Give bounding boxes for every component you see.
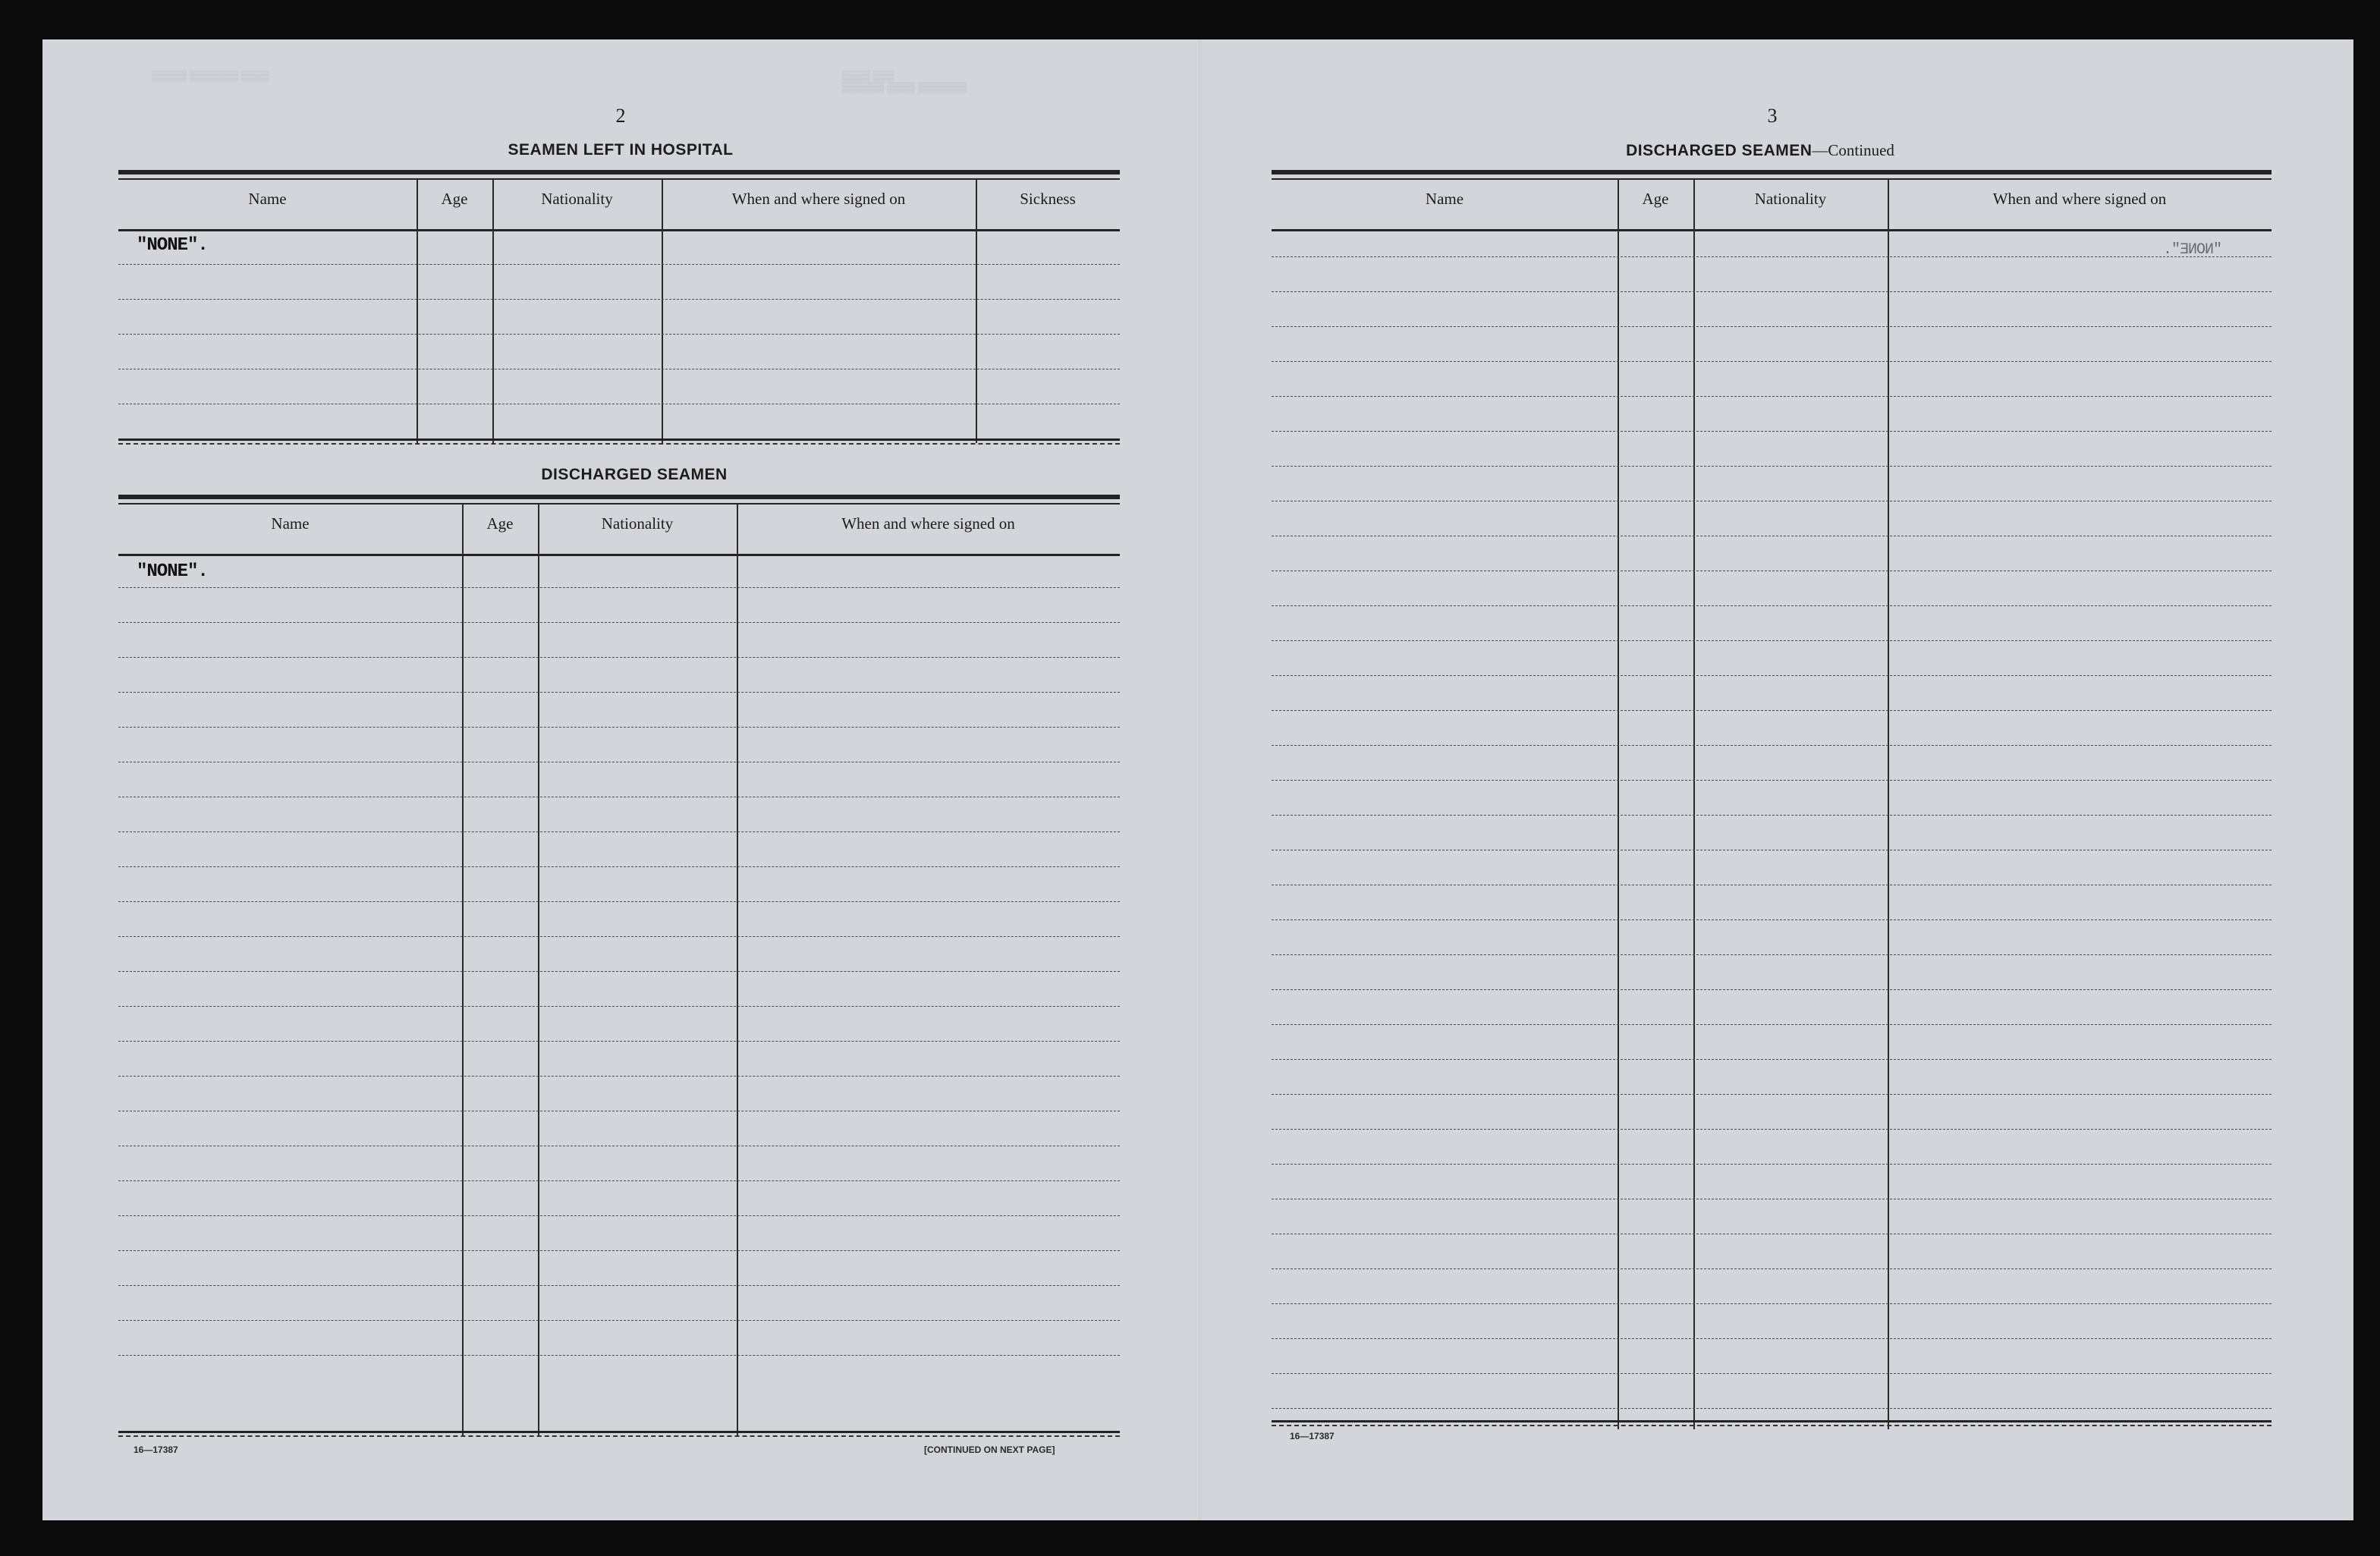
column-header-nationality: Nationality: [601, 514, 674, 533]
page-number: 3: [1767, 105, 1778, 127]
page-number: 2: [615, 105, 626, 127]
section-title-text: DISCHARGED SEAMEN: [1626, 142, 1813, 159]
column-header-name: Name: [248, 190, 287, 208]
discharged-table: [118, 495, 1120, 1435]
page-fold: [1199, 39, 1201, 1520]
discharged-continued-table: [1272, 170, 2272, 1429]
column-header-age: Age: [441, 190, 468, 208]
hospital-table: [118, 170, 1120, 443]
column-header-signed-on: When and where signed on: [1992, 190, 2167, 208]
column-header-age: Age: [486, 514, 514, 533]
column-header-age: Age: [1642, 190, 1669, 208]
hospital-entry-none: "NONE".: [137, 235, 208, 256]
column-header-sickness: Sickness: [1020, 190, 1076, 208]
continued-note: [CONTINUED ON NEXT PAGE]: [924, 1444, 1055, 1455]
section-title-suffix: —Continued: [1812, 141, 1894, 159]
discharged-entry-none: "NONE".: [137, 561, 208, 582]
column-header-name: Name: [1425, 190, 1464, 208]
section-title-discharged: DISCHARGED SEAMEN: [541, 466, 728, 483]
mirrored-entry-none: "NONE".: [2164, 241, 2223, 259]
column-header-name: Name: [271, 514, 310, 533]
section-title-hospital: SEAMEN LEFT IN HOSPITAL: [508, 141, 734, 159]
column-header-nationality: Nationality: [1754, 190, 1827, 208]
column-header-signed-on: When and where signed on: [841, 514, 1015, 533]
form-number: 16—17387: [1290, 1431, 1335, 1441]
column-header-signed-on: When and where signed on: [731, 190, 906, 208]
bleed-through-text: ▒▒▒▒▒ ▒▒▒▒▒▒▒ ▒▒▒▒: [152, 70, 269, 81]
form-number: 16—17387: [134, 1444, 178, 1455]
bleed-through-text: ▒▒▒▒ ▒▒▒ ▒▒▒▒▒▒ ▒▒▒▒ ▒▒▒▒▒▒▒: [842, 70, 967, 93]
column-header-nationality: Nationality: [541, 190, 613, 208]
section-title-discharged-continued: [1479, 141, 2041, 160]
